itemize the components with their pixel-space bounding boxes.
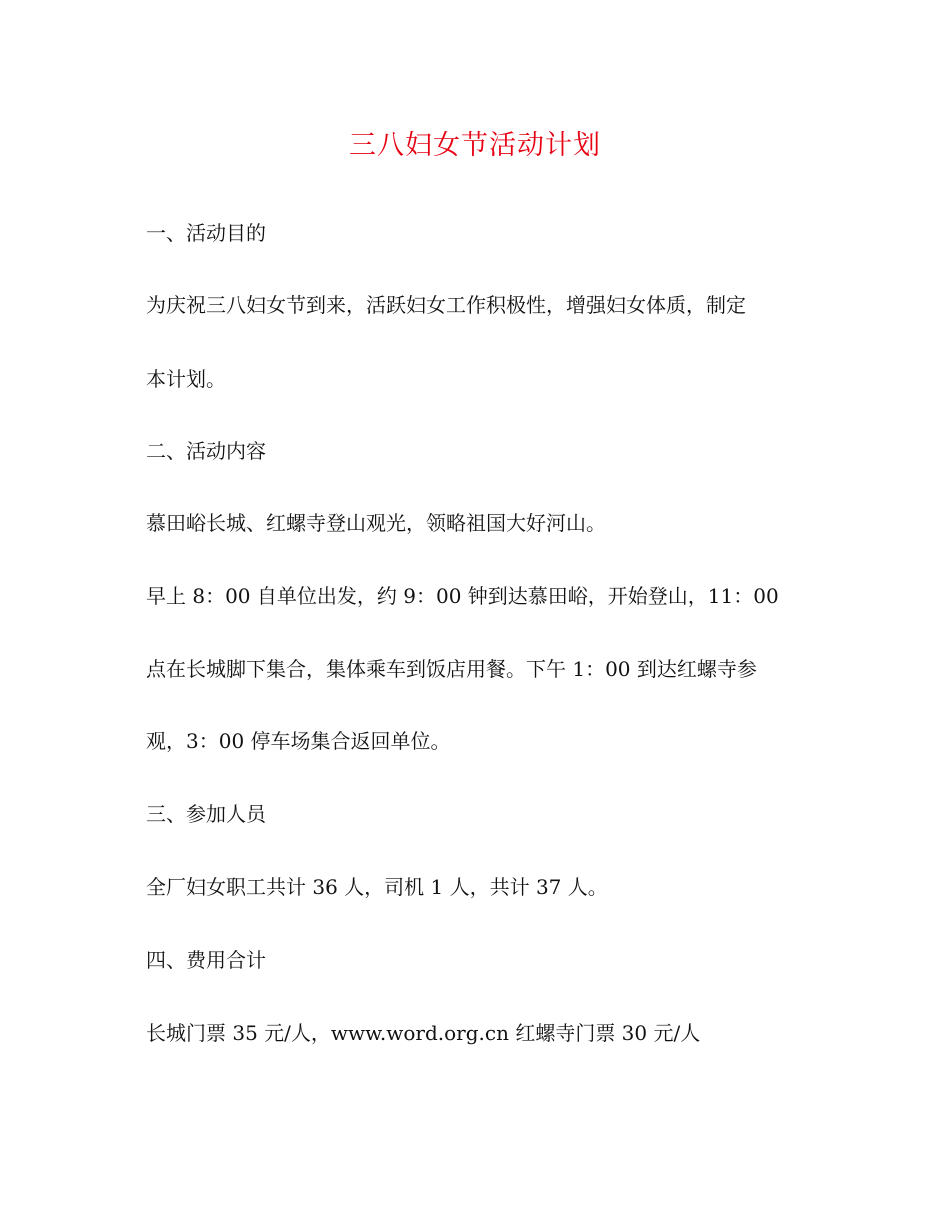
content-paragraph-line-4: 观，3：00 停车场集合返回单位。: [146, 729, 451, 753]
costs-paragraph-line-1: 长城门票 35 元/人，www.word.org.cn 红螺寺门票 30 元/人: [146, 1021, 701, 1045]
purpose-paragraph-line-1: 为庆祝三八妇女节到来，活跃妇女工作积极性，增强妇女体质，制定: [146, 293, 746, 317]
purpose-paragraph-line-2: 本计划。: [146, 367, 226, 391]
content-paragraph-line-2: 早上 8：00 自单位出发，约 9：00 钟到达慕田峪，开始登山，11：00: [146, 584, 779, 608]
section-heading-purpose: 一、活动目的: [146, 221, 266, 245]
content-paragraph-line-1: 慕田峪长城、红螺寺登山观光，领略祖国大好河山。: [146, 511, 606, 535]
document-title: 三八妇女节活动计划: [349, 130, 601, 161]
section-heading-costs: 四、费用合计: [146, 948, 266, 972]
section-heading-participants: 三、参加人员: [146, 802, 266, 826]
participants-paragraph-line-1: 全厂妇女职工共计 36 人，司机 1 人，共计 37 人。: [146, 875, 608, 899]
section-heading-content: 二、活动内容: [146, 439, 266, 463]
content-paragraph-line-3: 点在长城脚下集合，集体乘车到饭店用餐。下午 1：00 到达红螺寺参: [146, 657, 757, 681]
